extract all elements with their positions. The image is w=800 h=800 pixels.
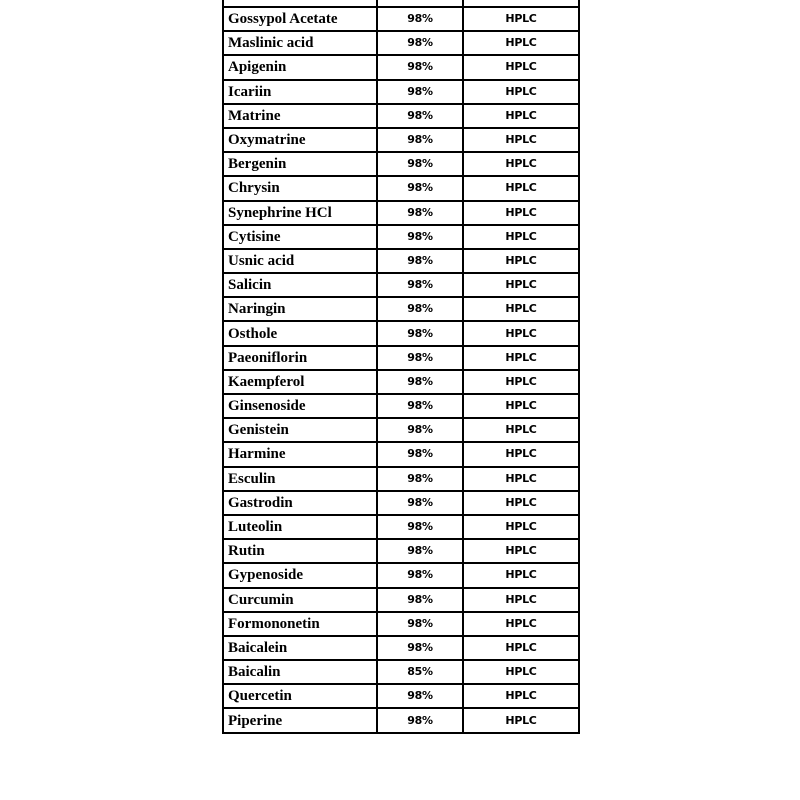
purity-cell: 98% <box>377 7 463 31</box>
table-row <box>223 176 579 200</box>
purity-cell: 98% <box>377 176 463 200</box>
table-row <box>223 249 579 273</box>
test-method-cell: HPLC <box>463 80 579 104</box>
test-method-cell: HPLC <box>463 7 579 31</box>
product-name-cell: Apigenin <box>223 55 377 79</box>
table-row <box>223 346 579 370</box>
purity-cell: 98% <box>377 394 463 418</box>
table-row <box>223 104 579 128</box>
test-method-cell: HPLC <box>463 104 579 128</box>
purity-cell: 98% <box>377 201 463 225</box>
product-name-cell: Chrysin <box>223 176 377 200</box>
product-name-cell: Oxymatrine <box>223 128 377 152</box>
header-cell-name <box>223 0 377 7</box>
purity-cell: 98% <box>377 708 463 732</box>
table-row <box>223 80 579 104</box>
test-method-cell: HPLC <box>463 152 579 176</box>
product-name-cell: Naringin <box>223 297 377 321</box>
product-name-cell: Ginsenoside <box>223 394 377 418</box>
product-name-cell: Baicalein <box>223 636 377 660</box>
purity-cell: 98% <box>377 249 463 273</box>
table-row <box>223 31 579 55</box>
test-method-cell: HPLC <box>463 636 579 660</box>
purity-cell: 98% <box>377 321 463 345</box>
test-method-cell: HPLC <box>463 297 579 321</box>
table-row <box>223 442 579 466</box>
purity-cell: 98% <box>377 515 463 539</box>
table-row <box>223 515 579 539</box>
table-row <box>223 467 579 491</box>
test-method-cell: HPLC <box>463 708 579 732</box>
product-name-cell: Piperine <box>223 708 377 732</box>
product-name-cell: Bergenin <box>223 152 377 176</box>
product-name-cell: Osthole <box>223 321 377 345</box>
table-row <box>223 394 579 418</box>
purity-cell: 98% <box>377 346 463 370</box>
test-method-cell: HPLC <box>463 418 579 442</box>
product-name-cell: Maslinic acid <box>223 31 377 55</box>
table-row <box>223 273 579 297</box>
product-name-cell: Harmine <box>223 442 377 466</box>
table-row <box>223 588 579 612</box>
table-row <box>223 201 579 225</box>
table-row <box>223 563 579 587</box>
product-name-cell: Paeoniflorin <box>223 346 377 370</box>
product-table <box>222 0 580 734</box>
test-method-cell: HPLC <box>463 684 579 708</box>
table-row <box>223 491 579 515</box>
test-method-cell: HPLC <box>463 55 579 79</box>
test-method-cell: HPLC <box>463 442 579 466</box>
table-row <box>223 225 579 249</box>
header-cell-method <box>463 0 579 7</box>
test-method-cell: HPLC <box>463 321 579 345</box>
test-method-cell: HPLC <box>463 249 579 273</box>
test-method-cell: HPLC <box>463 225 579 249</box>
product-name-cell: Formononetin <box>223 612 377 636</box>
table-row <box>223 418 579 442</box>
test-method-cell: HPLC <box>463 491 579 515</box>
purity-cell: 98% <box>377 104 463 128</box>
table-row <box>223 152 579 176</box>
product-name-cell: Luteolin <box>223 515 377 539</box>
table-row <box>223 636 579 660</box>
test-method-cell: HPLC <box>463 370 579 394</box>
table-row <box>223 708 579 732</box>
product-name-cell: Synephrine HCl <box>223 201 377 225</box>
product-name-cell: Quercetin <box>223 684 377 708</box>
product-name-cell: Cytisine <box>223 225 377 249</box>
purity-cell: 98% <box>377 297 463 321</box>
product-name-cell: Gypenoside <box>223 563 377 587</box>
purity-cell: 98% <box>377 55 463 79</box>
test-method-cell: HPLC <box>463 660 579 684</box>
purity-cell: 98% <box>377 152 463 176</box>
purity-cell: 98% <box>377 612 463 636</box>
purity-cell: 98% <box>377 467 463 491</box>
table-row <box>223 7 579 31</box>
test-method-cell: HPLC <box>463 128 579 152</box>
purity-cell: 98% <box>377 636 463 660</box>
table-row <box>223 370 579 394</box>
product-name-cell: Rutin <box>223 539 377 563</box>
product-name-cell: Esculin <box>223 467 377 491</box>
purity-cell: 98% <box>377 539 463 563</box>
product-name-cell: Baicalin <box>223 660 377 684</box>
test-method-cell: HPLC <box>463 515 579 539</box>
table-row <box>223 539 579 563</box>
product-name-cell: Gastrodin <box>223 491 377 515</box>
test-method-cell: HPLC <box>463 31 579 55</box>
purity-cell: 98% <box>377 225 463 249</box>
test-method-cell: HPLC <box>463 201 579 225</box>
test-method-cell: HPLC <box>463 273 579 297</box>
product-name-cell: Icariin <box>223 80 377 104</box>
purity-cell: 98% <box>377 588 463 612</box>
table-row <box>223 684 579 708</box>
product-name-cell: Salicin <box>223 273 377 297</box>
purity-cell: 85% <box>377 660 463 684</box>
table-row <box>223 321 579 345</box>
header-cell-purity <box>377 0 463 7</box>
purity-cell: 98% <box>377 273 463 297</box>
test-method-cell: HPLC <box>463 176 579 200</box>
purity-cell: 98% <box>377 684 463 708</box>
product-name-cell: Gossypol Acetate <box>223 7 377 31</box>
table-row <box>223 128 579 152</box>
test-method-cell: HPLC <box>463 539 579 563</box>
product-name-cell: Genistein <box>223 418 377 442</box>
test-method-cell: HPLC <box>463 612 579 636</box>
purity-cell: 98% <box>377 370 463 394</box>
test-method-cell: HPLC <box>463 563 579 587</box>
test-method-cell: HPLC <box>463 394 579 418</box>
table-header-row <box>223 0 579 7</box>
product-name-cell: Curcumin <box>223 588 377 612</box>
table-row <box>223 297 579 321</box>
purity-cell: 98% <box>377 128 463 152</box>
product-name-cell: Kaempferol <box>223 370 377 394</box>
table-row <box>223 660 579 684</box>
purity-cell: 98% <box>377 418 463 442</box>
purity-cell: 98% <box>377 31 463 55</box>
test-method-cell: HPLC <box>463 467 579 491</box>
table-row <box>223 55 579 79</box>
purity-cell: 98% <box>377 442 463 466</box>
test-method-cell: HPLC <box>463 346 579 370</box>
test-method-cell: HPLC <box>463 588 579 612</box>
product-name-cell: Matrine <box>223 104 377 128</box>
purity-cell: 98% <box>377 491 463 515</box>
product-name-cell: Usnic acid <box>223 249 377 273</box>
purity-cell: 98% <box>377 563 463 587</box>
table-row <box>223 612 579 636</box>
purity-cell: 98% <box>377 80 463 104</box>
